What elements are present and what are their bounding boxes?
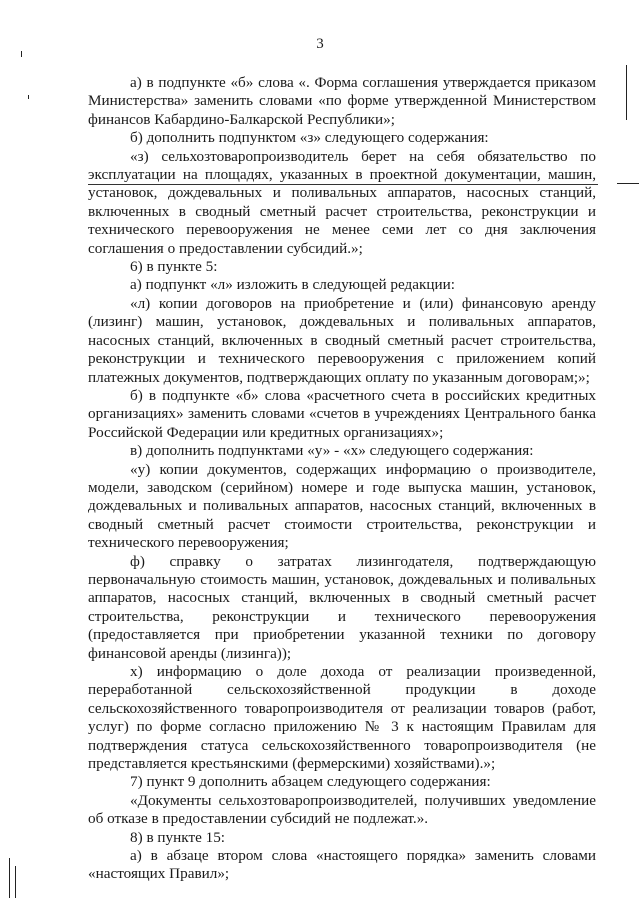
document-body xyxy=(88,74,596,884)
scan-artifact xyxy=(28,95,29,99)
paragraph: «з) сельхозтоваропроизводитель берет на себя обязательство по эксплуатации на площадях, указанных в проектной документации, машин, установок, дождевальных и поливальных аппаратов, насосных станций, включенных в сводный сметный расчет строительства, реконструкции и технического перевооружения не менее семи лет со дня заключения соглашения о предоставлении субсидий.»; xyxy=(88,147,596,257)
paragraph: в) дополнить подпунктами «у» - «х» следующего содержания: xyxy=(130,442,534,460)
paragraph: «л) копии договоров на приобретение и (или) финансовую аренду (лизинг) машин, установок, дождевальных и поливальных аппаратов, насосных станций, включенных в сводный сметный расчет строительства, реконструкции и технического перевооружения с приложением копий платежных документов, подтверждающих оплату по указанным договорам;»; xyxy=(88,294,596,386)
page-number: 3 xyxy=(316,36,324,52)
paragraph: б) в подпункте «б» слова «расчетного счета в российских кредитных организациях» заменить словами «счетов в учреждениях Центрального банка Российской Федерации или кредитных организациях»; xyxy=(88,386,596,441)
scan-artifact xyxy=(15,866,16,898)
paragraph: 8) в пункте 15: xyxy=(130,828,226,846)
paragraph: ф) справку о затратах лизингодателя, подтверждающую первоначальную стоимость машин, установок, дождевальных и поливальных аппаратов, насосных станций, включенных в сводный сметный расчет строительства, реконструкции и технического перевооружения (предоставляется при приобретении указанной техники по договору финансовой аренды (лизинга)); xyxy=(88,552,596,662)
paragraph: а) в абзаце втором слова «настоящего порядка» заменить словами «настоящих Правил»; xyxy=(88,847,596,883)
paragraph: б) дополнить подпунктом «з» следующего содержания: xyxy=(130,129,489,147)
scan-artifact xyxy=(617,183,639,184)
paragraph: «у) копии документов, содержащих информацию о производителе, модели, заводском (серийном) номере и годе выпуска машин, установок, дождевальных и поливальных аппаратов, насосных станций, включенных в сводный сметный расчет стоимости строительства, реконструкции и технического перевооружения; xyxy=(88,460,596,552)
paragraph: а) в подпункте «б» слова «. Форма соглашения утверждается приказом Министерства» заменить словами «по форме утвержденной Министерством финансов Кабардино-Балкарской Республики»; xyxy=(88,74,596,128)
paragraph: 7) пункт 9 дополнить абзацем следующего содержания: xyxy=(130,773,491,791)
scan-artifact xyxy=(626,65,627,120)
paragraph: 6) в пункте 5: xyxy=(130,258,218,276)
scan-artifact xyxy=(9,858,10,898)
paragraph: х) информацию о доле дохода от реализации произведенной, переработанной сельскохозяйственной продукции в доходе сельскохозяйственного товаропроизводителя от реализации товаров (работ, услуг) по форме согласно приложению № 3 к настоящим Правилам для подтверждения статуса сельскохозяйственного товаропроизводителя (не представляется крестьянскими (фермерскими) хозяйствами).»; xyxy=(88,663,596,773)
paragraph: «Документы сельхозтоваропроизводителей, получивших уведомление об отказе в предоставлении субсидий не подлежат.». xyxy=(88,791,596,828)
scan-artifact xyxy=(21,51,22,57)
paragraph: а) подпункт «л» изложить в следующей редакции: xyxy=(130,276,455,294)
